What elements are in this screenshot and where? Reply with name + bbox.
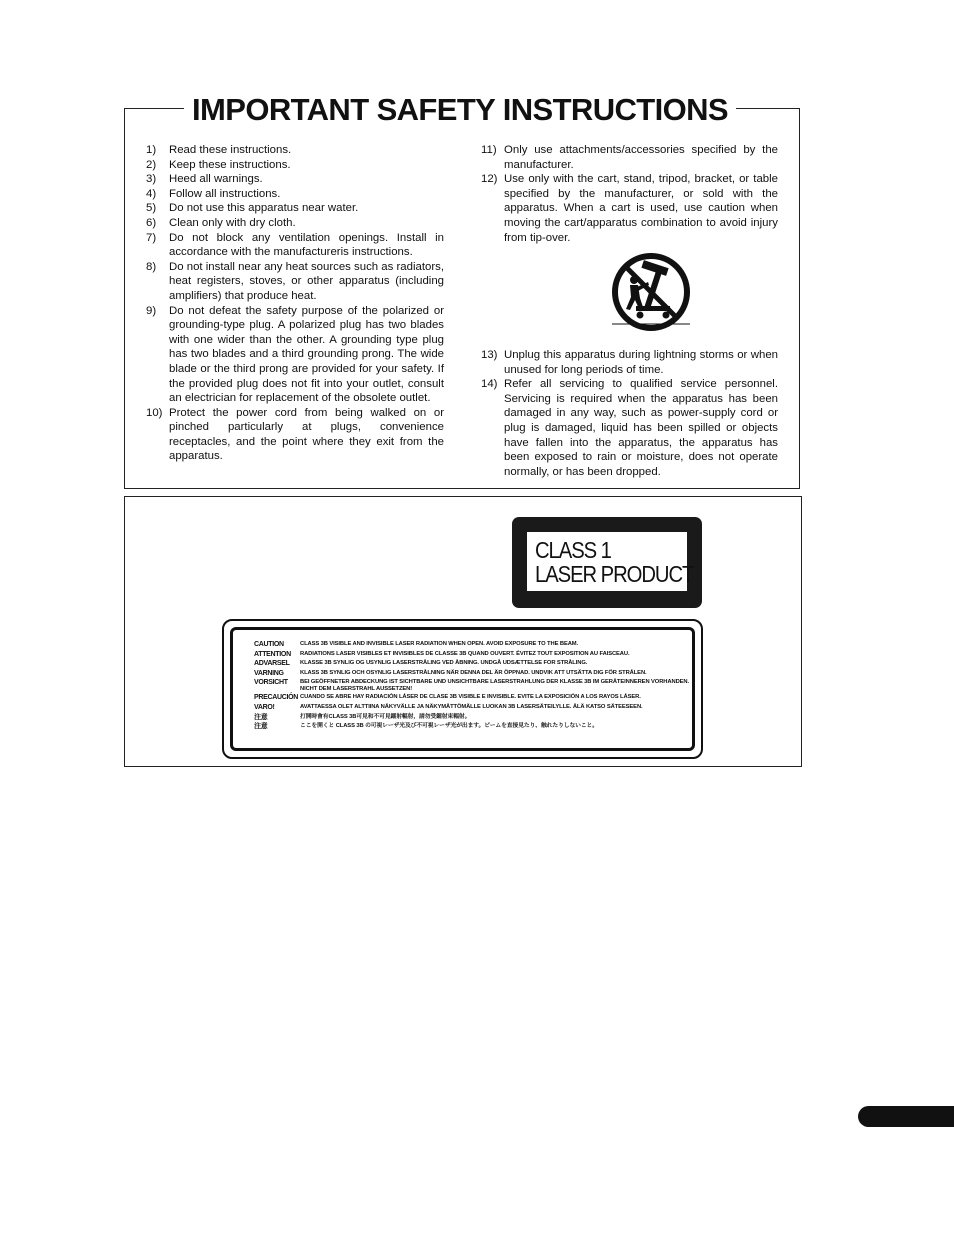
- class1-laser-product-label: [512, 517, 702, 608]
- page-tab-marker: [858, 1106, 954, 1127]
- instruction-item: 8) Do not install near any heat sources such as radiators, heat registers, stoves, or other apparatus (including amplifiers) that produce heat.: [146, 260, 444, 302]
- caution-row: NICHT DEM LASERSTRAHL AUSSETZEN!: [300, 685, 413, 692]
- caution-row: VARO! AVATTAESSA OLET ALTTIINA NÄKYVÄLLE JA NÄKYMÄTTÖMÄLLE LUOKAN 3B LASERSÄTEILYLLE. ÄLÄ KATSO SÄTEESEEN.: [254, 704, 643, 712]
- class1-line2: LASER PRODUCT: [535, 561, 694, 587]
- instruction-item: 11) Only use attachments/accessories specified by the manufacturer.: [481, 144, 778, 171]
- instruction-item: 12) Use only with the cart, stand, tripod, bracket, or table specified by the manufacturer, or sold with the apparatus. When a cart is used, use caution when moving the cart/apparatus combination to avoid injury from tip-over.: [481, 173, 778, 244]
- caution-row: VARNING KLASS 3B SYNLIG OCH OSYNLIG LASERSTRÅLNING NÄR DENNA DEL ÄR ÖPPNAD. UNDVIK ATT UTSÄTTA DIG FÖR STRÅLEN.: [254, 669, 647, 677]
- caution-row: VORSICHT BEI GEÖFFNETER ABDECKUNG IST SICHTBARE UND UNSICHTBARE LASERSTRAHLUNG DER KLASSE 3B IM GERÄTEINNEREN VORHANDEN.: [254, 679, 690, 687]
- class1-label-inner: [527, 532, 694, 591]
- instructions-left-column: [146, 143, 444, 464]
- caution-row: 注意 打開時會有CLASS 3B可見和不可見鐳射輻射，請勿受鐳射束輻射。: [254, 713, 471, 721]
- caution-row: CAUTION CLASS 3B VISIBLE AND INVISIBLE LASER RADIATION WHEN OPEN. AVOID EXPOSURE TO THE BEAM.: [254, 641, 579, 648]
- instruction-item: 7) Do not block any ventilation openings. Install in accordance with the manufactureris instructions.: [146, 231, 444, 259]
- instruction-item: 3) Heed all warnings.: [146, 173, 263, 186]
- instruction-item: 1) Read these instructions.: [146, 144, 292, 156]
- caution-row: PRECAUCIÓN CUANDO SE ABRE HAY RADIACIÓN LÁSER DE CLASE 3B VISIBLE E INVISIBLE. EVITE LA EXPOSICIÓN A LOS RAYOS LÁSER.: [254, 694, 641, 702]
- caution-row: ADVARSEL KLASSE 3B SYNLIG OG USYNLIG LASERSTRÅLING VED ÅBNING. UNDGÅ UDSÆTTELSE FOR STRÅLING.: [254, 660, 588, 668]
- instruction-item: 9) Do not defeat the safety purpose of the polarized or grounding-type plug. A polarized plug has two blades with one wider than the other. A grounding type plug has two blades and a third grounding prong. The wide blade or the third prong are provided for your safety. If the provided plug does not fit into your outlet, consult an electrician for replacement of the obsolete outlet.: [146, 304, 444, 405]
- instruction-item: 6) Clean only with dry cloth.: [146, 216, 296, 229]
- laser-caution-label: [222, 619, 703, 759]
- instruction-item: 4) Follow all instructions.: [146, 187, 281, 200]
- class1-line1: CLASS 1: [535, 537, 611, 563]
- instruction-item: 14) Refer all servicing to qualified service personnel. Servicing is required when the apparatus has been damaged in any way, such as power-supply cord or plug is damaged, liquid has been spilled or objects have fallen into the apparatus, the apparatus has been exposed to rain or moisture, does not operate normally, or has been dropped.: [481, 378, 778, 478]
- caution-row: ATTENTION RADIATIONS LASER VISIBLES ET INVISIBLES DE CLASSE 3B QUAND OUVERT. ÉVITEZ TOUT EXPOSITION AU FAISCEAU.: [254, 650, 630, 658]
- instruction-item: 10) Protect the power cord from being walked on or pinched particularly at plugs, convenience receptacles, and the point where they exit from the apparatus.: [146, 406, 444, 463]
- caution-rows: [254, 640, 693, 732]
- cart-tip-over-warning-icon: [610, 252, 692, 332]
- instructions-right-column-upper: [481, 143, 778, 245]
- instructions-right-column-lower: [481, 348, 778, 479]
- instruction-item: 13) Unplug this apparatus during lightning storms or when unused for long periods of time.: [481, 349, 778, 376]
- safety-title: IMPORTANT SAFETY INSTRUCTIONS: [184, 92, 736, 128]
- caution-row: 注意 ここを開くと CLASS 3B の可視レーザ光及び不可視レーザ光が出ます。ビームを直接見たり、触れたりしないこと。: [254, 723, 598, 731]
- instruction-item: 5) Do not use this apparatus near water.: [146, 202, 359, 215]
- instruction-item: 2) Keep these instructions.: [146, 158, 291, 171]
